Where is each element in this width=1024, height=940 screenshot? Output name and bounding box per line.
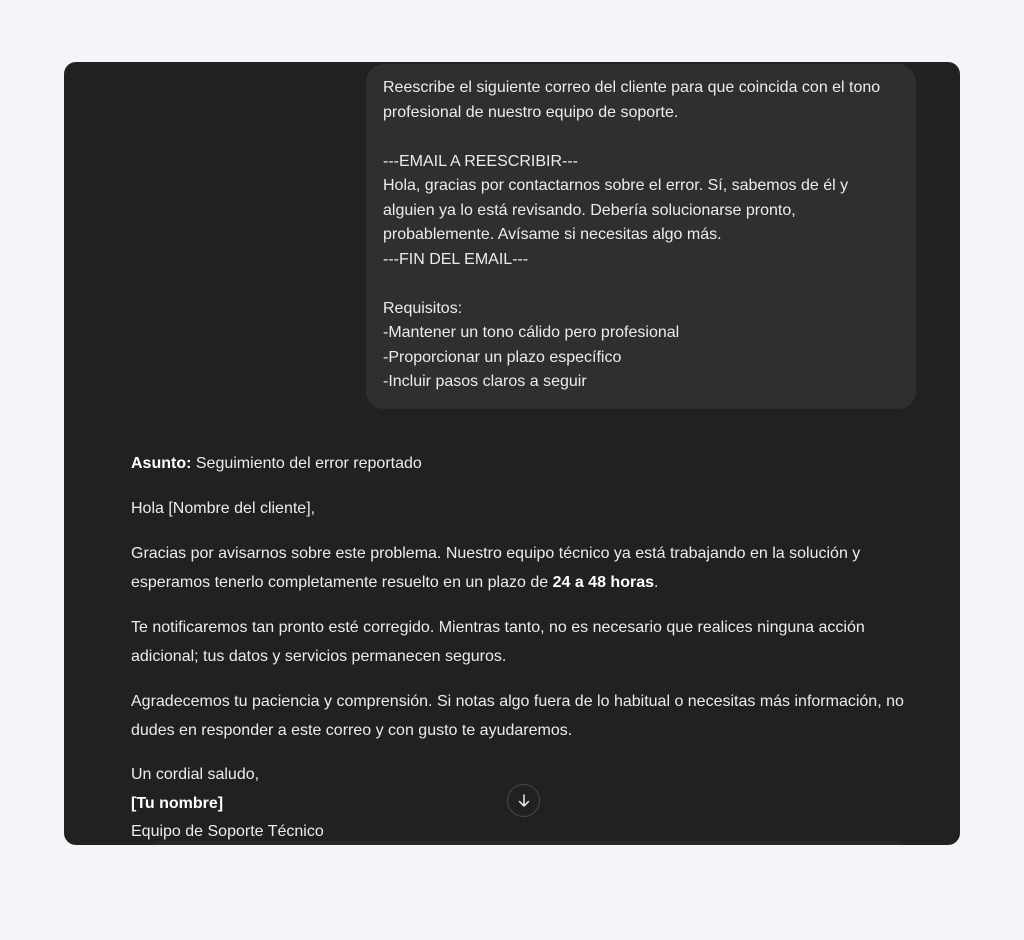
message-line [383, 125, 899, 150]
message-line: ---FIN DEL EMAIL--- [383, 250, 529, 268]
sender-name-text: [Tu nombre] [131, 794, 224, 812]
subject-text: Seguimiento del error reportado [191, 455, 422, 472]
subject-label: Asunto: [131, 455, 192, 472]
message-line: profesional de nuestro equipo de soporte. [383, 103, 679, 121]
email-paragraph [131, 539, 931, 597]
email-paragraph: Agradecemos tu paciencia y comprensión. Si notas algo fuera de lo habitual o necesitas más información, no dudes en responder a este correo y con gusto te ayudaremos. [131, 693, 904, 739]
user-message-bubble [366, 64, 916, 409]
chat-panel [64, 62, 960, 845]
message-line: -Mantener un tono cálido pero profesional [383, 324, 680, 341]
message-line: Hola, gracias por contactarnos sobre el error. Sí, sabemos de él y [383, 177, 849, 194]
timeframe-bold: 24 a 48 horas [552, 574, 654, 591]
paragraph-text: . [654, 574, 659, 591]
message-line [383, 272, 899, 297]
email-subject [131, 449, 931, 478]
message-line: alguien ya lo está revisando. Debería solucionarse pronto, [383, 201, 796, 219]
arrow-down-icon [516, 793, 532, 809]
message-line: Requisitos: [383, 299, 463, 317]
composer-top-edge [150, 841, 906, 845]
message-line: -Proporcionar un plazo específico [383, 348, 622, 366]
message-line: probablemente. Avísame si necesitas algo más. [383, 226, 722, 243]
scroll-to-bottom-button[interactable] [507, 784, 540, 817]
message-line: Reescribe el siguiente correo del cliente para que coincida con el tono [383, 79, 881, 96]
email-greeting: Hola [Nombre del cliente], [131, 500, 316, 517]
message-line: -Incluir pasos claros a seguir [383, 373, 587, 390]
email-paragraph: Te notificaremos tan pronto esté corregido. Mientras tanto, no es necesario que realices ninguna acción adicional; tus datos y servicios permanecen seguros. [131, 619, 865, 665]
message-line: ---EMAIL A REESCRIBIR--- [383, 152, 578, 170]
closing: Un cordial saludo, [131, 766, 260, 783]
paragraph-text: Gracias por avisarnos sobre este problema. Nuestro equipo técnico ya está trabajando en la solución y esperamos tenerlo completamente resuelto en un plazo de [131, 545, 861, 591]
sender-team: Equipo de Soporte Técnico [131, 823, 324, 840]
